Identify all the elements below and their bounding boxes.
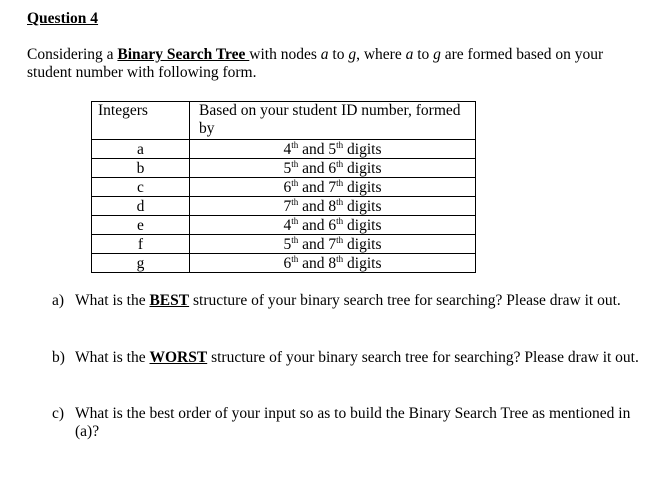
- digit-2-suffix: th: [336, 215, 344, 226]
- table-row: [92, 140, 476, 159]
- intro-paragraph: [27, 46, 647, 82]
- question-text: [75, 292, 642, 310]
- question-item: [52, 349, 642, 367]
- digit-2: 6: [328, 159, 337, 177]
- digit-1: 7: [283, 197, 292, 215]
- digit-2-suffix: th: [336, 139, 344, 150]
- question-post: structure of your binary search tree for searching? Please draw it out.: [189, 292, 621, 309]
- digits-cell: [190, 254, 476, 273]
- intro-text-3: , where: [356, 46, 406, 63]
- digits-word: digits: [343, 216, 382, 234]
- digit-2-suffix: th: [336, 177, 344, 188]
- integer-cell: c: [92, 178, 190, 197]
- digit-1-suffix: th: [291, 196, 299, 207]
- intro-to-1: to: [328, 46, 349, 63]
- digit-2: 6: [328, 216, 337, 234]
- intro-text-2: with nodes: [249, 46, 321, 63]
- table-row: [92, 197, 476, 216]
- question-text: [75, 405, 642, 441]
- digits-word: digits: [343, 254, 382, 272]
- digit-1-suffix: th: [291, 215, 299, 226]
- digits-cell: [190, 178, 476, 197]
- intro-text-1: Considering a: [27, 46, 118, 63]
- digit-1-suffix: th: [291, 253, 299, 264]
- digit-1: 6: [283, 178, 292, 196]
- integer-cell: b: [92, 159, 190, 178]
- table-row: [92, 235, 476, 254]
- intro-node-a-2: a: [405, 46, 414, 63]
- digit-1: 4: [283, 140, 292, 158]
- question-label: b): [52, 349, 65, 366]
- digit-1-suffix: th: [291, 234, 299, 245]
- table-row: [92, 216, 476, 235]
- digit-2: 8: [328, 197, 337, 215]
- digit-2-suffix: th: [336, 158, 344, 169]
- digit-2-suffix: th: [336, 234, 344, 245]
- and-word: and: [298, 216, 329, 234]
- intro-text-4: are formed based on your student number with following form.: [27, 46, 604, 81]
- digit-2-suffix: th: [336, 253, 344, 264]
- integer-cell: d: [92, 197, 190, 216]
- question-heading: Question 4: [27, 10, 99, 27]
- digit-1: 4: [283, 216, 292, 234]
- and-word: and: [298, 159, 329, 177]
- digits-cell: [190, 216, 476, 235]
- question-pre: What is the: [75, 292, 150, 309]
- digit-1: 6: [283, 254, 292, 272]
- and-word: and: [298, 140, 329, 158]
- intro-term: Binary Search Tree: [117, 46, 250, 63]
- question-post: structure of your binary search tree for searching? Please draw it out.: [207, 349, 639, 366]
- digit-2: 8: [328, 254, 337, 272]
- header-formed-by: Based on your student ID number, formed by: [190, 102, 476, 140]
- question-label: a): [52, 292, 65, 309]
- intro-node-a: a: [320, 46, 329, 63]
- digits-cell: [190, 235, 476, 254]
- integer-cell: g: [92, 254, 190, 273]
- digit-1: 5: [283, 235, 292, 253]
- digits-cell: [190, 159, 476, 178]
- and-word: and: [298, 254, 329, 272]
- digits-word: digits: [343, 140, 382, 158]
- question-pre: What is the: [75, 349, 150, 366]
- digits-word: digits: [343, 235, 382, 253]
- header-integers: Integers: [92, 102, 190, 140]
- digits-word: digits: [343, 197, 382, 215]
- intro-to-2: to: [413, 46, 434, 63]
- integer-cell: e: [92, 216, 190, 235]
- digit-1: 5: [283, 159, 292, 177]
- intro-node-g: g: [348, 46, 357, 63]
- digit-1-suffix: th: [291, 177, 299, 188]
- table-header-row: [92, 102, 476, 140]
- question-keyword: WORST: [149, 349, 208, 366]
- table-row: [92, 254, 476, 273]
- and-word: and: [298, 197, 329, 215]
- digit-1-suffix: th: [291, 139, 299, 150]
- table-body: [92, 140, 476, 273]
- and-word: and: [298, 178, 329, 196]
- question-item: [52, 292, 642, 310]
- student-id-table: [91, 101, 476, 273]
- integer-cell: a: [92, 140, 190, 159]
- digit-2-suffix: th: [336, 196, 344, 207]
- question-pre: What is the best order of your input so as to build the Binary Search Tree as mentioned in (a)?: [75, 405, 631, 440]
- question-text: [75, 349, 642, 367]
- digit-2: 5: [328, 140, 337, 158]
- digit-2: 7: [328, 178, 337, 196]
- question-keyword: BEST: [149, 292, 190, 309]
- digits-word: digits: [343, 178, 382, 196]
- table-row: [92, 159, 476, 178]
- and-word: and: [298, 235, 329, 253]
- integer-cell: f: [92, 235, 190, 254]
- digits-cell: [190, 140, 476, 159]
- question-item: [52, 405, 642, 441]
- digit-1-suffix: th: [291, 158, 299, 169]
- intro-node-g-2: g: [433, 46, 441, 63]
- digits-cell: [190, 197, 476, 216]
- question-label: c): [52, 405, 65, 422]
- digit-2: 7: [328, 235, 337, 253]
- digits-word: digits: [343, 159, 382, 177]
- table-row: [92, 178, 476, 197]
